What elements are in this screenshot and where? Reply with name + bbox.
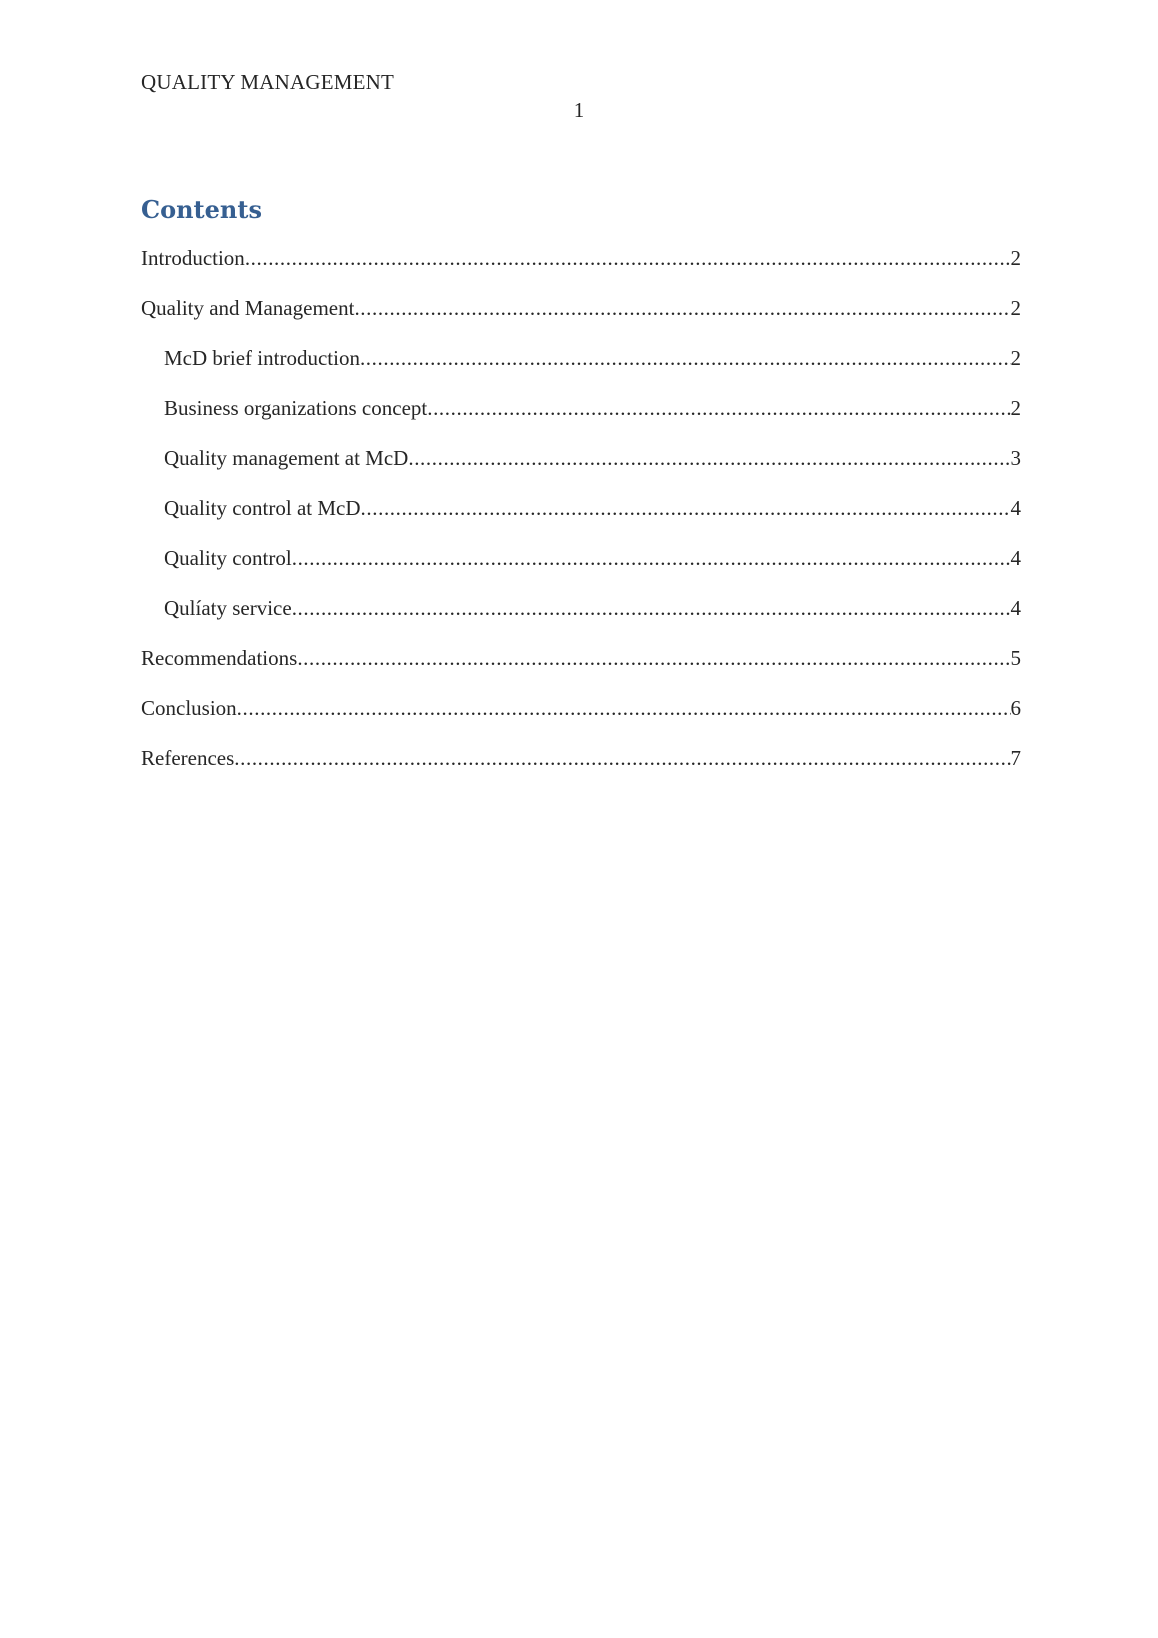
toc-heading: Contents: [141, 195, 262, 224]
toc-entry-quality-control[interactable]: [141, 544, 1021, 594]
toc-dot-leader: [427, 394, 1010, 422]
toc-entry-label: Business organizations concept: [164, 396, 428, 420]
toc-entry-page: 2: [1010, 246, 1021, 270]
toc-entry-page: 5: [1010, 646, 1021, 670]
toc-entry-label: Quality management at McD: [164, 446, 409, 470]
toc-entry-label: Conclusion: [141, 696, 237, 720]
toc-entry-page: 3: [1010, 446, 1021, 470]
toc-entry-introduction[interactable]: [141, 244, 1021, 294]
toc-dot-leader: [292, 544, 1011, 572]
toc-entry-label: McD brief introduction: [164, 346, 360, 370]
toc-entry-references[interactable]: [141, 744, 1021, 794]
toc-entry-label: Recommendations: [141, 646, 298, 670]
toc-entry-business-organizations-concept[interactable]: [141, 394, 1021, 444]
toc-dot-leader: [297, 644, 1010, 672]
toc-entry-label: Introduction: [141, 246, 245, 270]
toc-dot-leader: [237, 694, 1011, 722]
toc-entry-quality-management-at-mcd[interactable]: [141, 444, 1021, 494]
toc-entry-mcd-brief-introduction[interactable]: [141, 344, 1021, 394]
toc-entry-quality-and-management[interactable]: [141, 294, 1021, 344]
toc-dot-leader: [361, 494, 1011, 522]
toc-entry-conclusion[interactable]: [141, 694, 1021, 744]
toc-dot-leader: [354, 294, 1010, 322]
toc-entry-page: 4: [1010, 496, 1021, 520]
toc-entry-label: Quality and Management: [141, 296, 355, 320]
toc-dot-leader: [245, 244, 1011, 272]
toc-entry-page: 2: [1010, 296, 1021, 320]
toc-entry-quliaty-service[interactable]: [141, 594, 1021, 644]
toc-entry-label: Quality control: [164, 546, 292, 570]
table-of-contents: [141, 244, 1021, 794]
toc-entry-recommendations[interactable]: [141, 644, 1021, 694]
toc-dot-leader: [360, 344, 1011, 372]
toc-dot-leader: [234, 744, 1010, 772]
toc-entry-page: 6: [1010, 696, 1021, 720]
toc-entry-label: Qulíaty service: [164, 596, 292, 620]
toc-dot-leader: [408, 444, 1010, 472]
toc-entry-page: 2: [1010, 346, 1021, 370]
toc-entry-label: Quality control at McD: [164, 496, 361, 520]
toc-entry-page: 7: [1010, 746, 1021, 770]
toc-dot-leader: [292, 594, 1011, 622]
running-header-title: QUALITY MANAGEMENT: [141, 70, 395, 94]
toc-entry-page: 4: [1010, 546, 1021, 570]
toc-entry-page: 2: [1010, 396, 1021, 420]
toc-entry-quality-control-at-mcd[interactable]: [141, 494, 1021, 544]
toc-entry-page: 4: [1010, 596, 1021, 620]
page-number: 1: [573, 98, 585, 122]
toc-entry-label: References: [141, 746, 235, 770]
